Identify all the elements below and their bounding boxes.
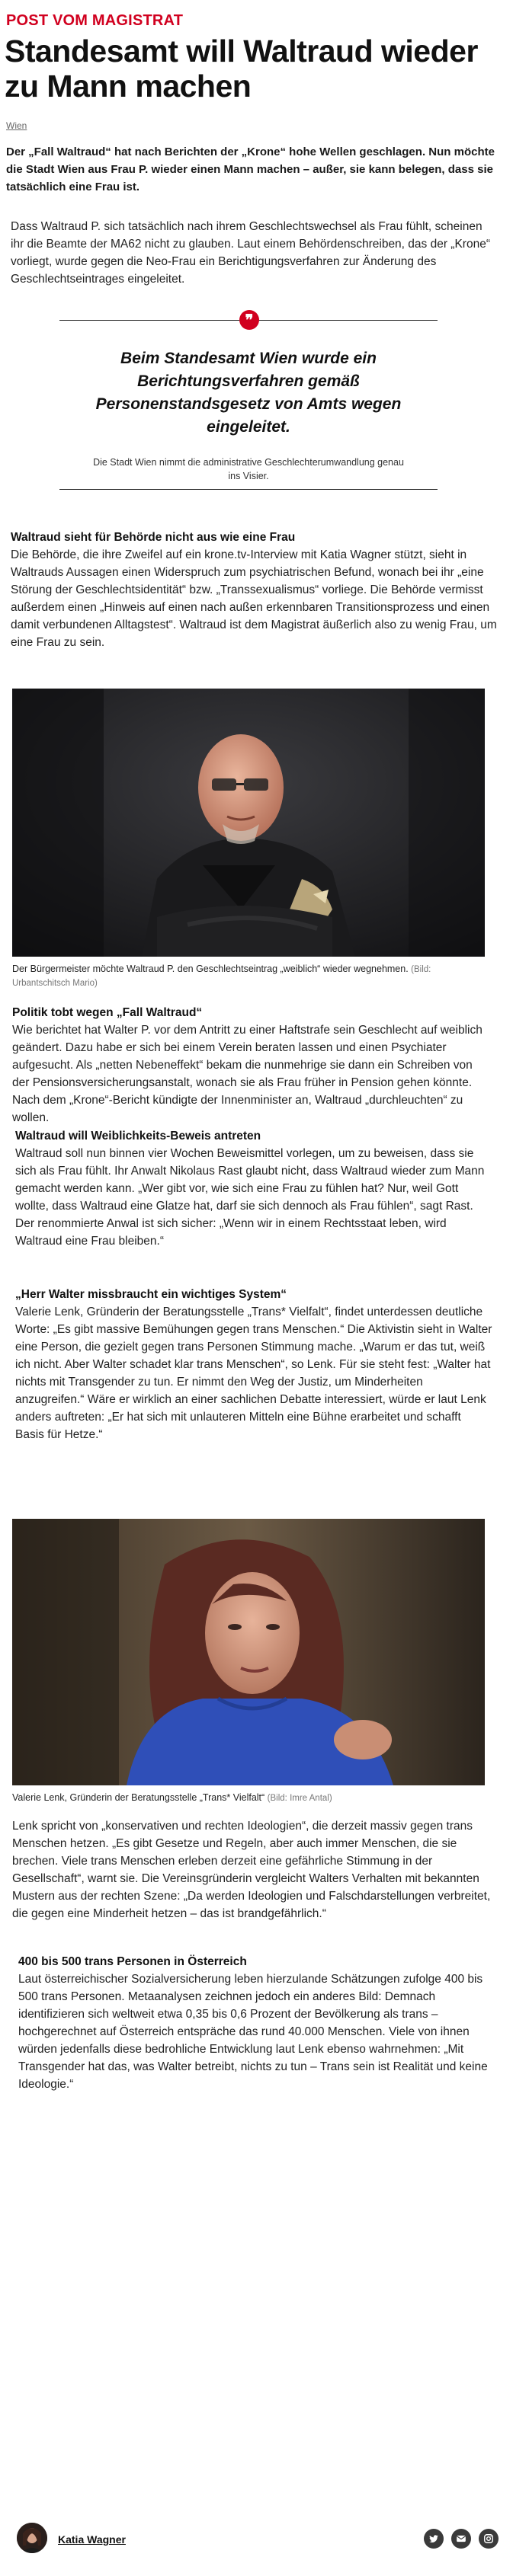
section-text: Valerie Lenk, Gründerin der Beratungsstelle „Trans* Vielfalt“, findet unterdessen deutliche Worte: „Es gibt massive Bemühungen gegen trans Menschen.“ Die Aktivistin sieht in Walter eine Person, die gezielt gegen trans Personen Stimmung mache. „Warum er das tut, weiß ich nicht. Aber Walter schadet klar trans Menschen“, so Lenk. Für sie steht fest: „Walter hat nichts mit Transgender zu tun. Er nimmt den Weg der Justiz, um Minderheiten anzugreifen.“ Wäre er wirklich an einer sachlichen Debatte interessiert, würde er laut Lenk anders auftreten: „Er hat sich mit unlauteren Mitteln eine Bühne erarbeitet und schafft Basis für Hetze.“ <box>15 1306 492 1441</box>
email-glyph <box>456 2533 466 2544</box>
section-text: Lenk spricht von „konservativen und rechten Ideologien“, die derzeit massiv gegen trans Menschen hetzen. „Es gibt Gesetze und Regeln, aber auch immer Menschen, die sie brechen. Viele trans Menschen erleben derzeit eine gefährliche Stimmung in der Gesellschaft“, warnt sie. Die Vereinsgründerin vergleicht Walters Verhalten mit bekannten Mustern aus der rechten Szene: „Da werden Ideologien und Falschdarstellungen verbreitet, die gegen eine Minderheit hetzen – das ist brandgefährlich.“ <box>12 1820 491 1920</box>
instagram-icon[interactable] <box>479 2529 499 2549</box>
section-behoerde <box>11 529 499 651</box>
article-lead: Der „Fall Waltraud“ hat nach Berichten der „Krone“ hohe Wellen geschlagen. Nun möchte die Stadt Wien aus Frau P. wieder einen Mann machen – außer, sie kann belegen, dass sie tatsächlich eine Frau ist. <box>6 145 495 193</box>
author-name-link[interactable]: Katia Wagner <box>58 2533 126 2546</box>
photo-waltraud-image <box>12 689 485 957</box>
caption-credit: (Bild: Urbantschitsch Mario) <box>12 965 431 988</box>
section-text: Laut österreichischer Sozialversicherung leben hierzulande Schätzungen zufolge 400 bis 500 trans Personen. Metaanalysen zeichnen jedoch ein anderes Bild: Demnach identifizieren sich weltweit etwa 0,35 bis 0,6 Prozent der Bevölkerung als trans – hochgerechnet auf Österreich entspräche das rund 40.000 Menschen. Viele von ihnen würden jedenfalls diese bedrohliche Entwicklung laut Lenk ebenso wahrnehmen: „Mit Transgender hat das, was Walter betreibt, nichts zu tun – Trans sein ist Realität und keine Ideologie.“ <box>18 1973 488 2091</box>
section-heading: Waltraud sieht für Behörde nicht aus wie eine Frau <box>11 531 296 544</box>
quote-caption: Die Stadt Wien nimmt die administrative Geschlechterumwandlung genau ins Visier. <box>93 457 404 481</box>
region-tag-link[interactable]: Wien <box>6 120 27 131</box>
photo-lenk-caption <box>12 1791 485 1805</box>
section-text: Wie berichtet hat Walter P. vor dem Antritt zu einer Haftstrafe sein Geschlecht auf weiblich geändert. Dazu habe er sich bei einem Verein beraten lassen und einen Psychiater aufgesucht. Als „netten Nebeneffekt“ bekam die nunmehrige sie dann ein Schreiben von der Pensionsversicherungsanstalt, wonach sie als Frau früher in Pension gehen könnte. Nach dem „Krone“-Bericht kündigte der Innenminister an, Waltraud „durchleuchten“ zu wollen. <box>12 1024 483 1124</box>
email-icon[interactable] <box>451 2529 471 2549</box>
quote-bottom-divider <box>59 489 438 490</box>
section-heading: „Herr Walter missbraucht ein wichtiges System“ <box>15 1288 287 1301</box>
author-bar <box>0 2517 529 2565</box>
caption-text: Der Bürgermeister möchte Waltraud P. den Geschlechtseintrag „weiblich“ wieder wegnehmen. <box>12 964 409 974</box>
quote-icon: ❞ <box>239 310 259 330</box>
section-heading: Politik tobt wegen „Fall Waltraud“ <box>12 1006 203 1019</box>
section-politik <box>12 1004 492 1127</box>
section-lenk <box>15 1286 492 1443</box>
caption-text: Valerie Lenk, Gründerin der Beratungsstelle „Trans* Vielfalt“ <box>12 1792 265 1803</box>
article-headline: Standesamt will Waltraud wieder zu Mann machen <box>5 34 478 104</box>
intro-paragraph <box>11 218 499 288</box>
caption-credit: (Bild: Imre Antal) <box>267 1794 332 1803</box>
twitter-glyph <box>428 2533 439 2544</box>
twitter-icon[interactable] <box>424 2529 444 2549</box>
intro-text: Dass Waltraud P. sich tatsächlich nach ihrem Geschlechtswechsel als Frau fühlt, scheinen ihr die Beamte der MA62 nicht zu glauben. Laut einem Behördenschreiben, das der „Krone“ vorliegt, wurde gegen die Neo-Frau ein Berichtigungsverfahren zur Änderung des Geschlechtseintrages eingeleitet. <box>11 220 490 286</box>
quote-text: Beim Standesamt Wien wurde ein Berichtungsverfahren gemäß Personenstandsgesetz von Amts wegen eingeleitet. <box>95 350 402 436</box>
section-ideologien <box>12 1817 492 1922</box>
photo-valerie-lenk-image <box>12 1519 485 1785</box>
section-statistik <box>18 1953 495 2093</box>
avatar-image <box>17 2523 47 2553</box>
photo-valerie-lenk[interactable] <box>12 1519 485 1785</box>
article-kicker: POST VOM MAGISTRAT <box>6 12 184 29</box>
section-heading: 400 bis 500 trans Personen in Österreich <box>18 1955 247 1968</box>
instagram-glyph <box>483 2533 494 2544</box>
section-text: Die Behörde, die ihre Zweifel auf ein krone.tv-Interview mit Katia Wagner stützt, sieht in Waltrauds Aussagen einen Widerspruch zum psychiatrischen Befund, wonach bei ihr „eine Störung der Geschlechtsidentität“ bzw. „Transsexualismus“ vorliege. Die Behörde vermisst außerdem einen „Hinweis auf einen nach außen erkennbaren Transitionsprozess und einen damit verbundenen Alltagstest“. Waltraud ist dem Magistrat äußerlich also zu wenig Frau, um eine Frau zu sein. <box>11 548 497 649</box>
photo-waltraud-caption <box>12 963 485 990</box>
section-text: Waltraud soll nun binnen vier Wochen Beweismittel vorlegen, um zu beweisen, dass sie sich als Frau fühlt. Ihr Anwalt Nikolaus Rast glaubt nicht, dass Waltraud wieder zum Mann gemacht werden kann. „Wer gibt vor, wie sich eine Frau zu fühlen hat? Nur, weil Gott wollte, dass Waltraud eine Glatze hat, darf sie sich dennoch als Frau fühlen“, sagt Rast. Der renommierte Anwal ist sich sicher: „Wenn wir in einem Rechtsstaat leben, wird Waltraud eine Frau bleiben.“ <box>15 1147 485 1248</box>
section-beweis <box>15 1127 492 1250</box>
photo-waltraud[interactable] <box>12 689 485 957</box>
author-avatar[interactable] <box>17 2523 47 2553</box>
section-heading: Waltraud will Weiblichkeits-Beweis antreten <box>15 1130 261 1143</box>
